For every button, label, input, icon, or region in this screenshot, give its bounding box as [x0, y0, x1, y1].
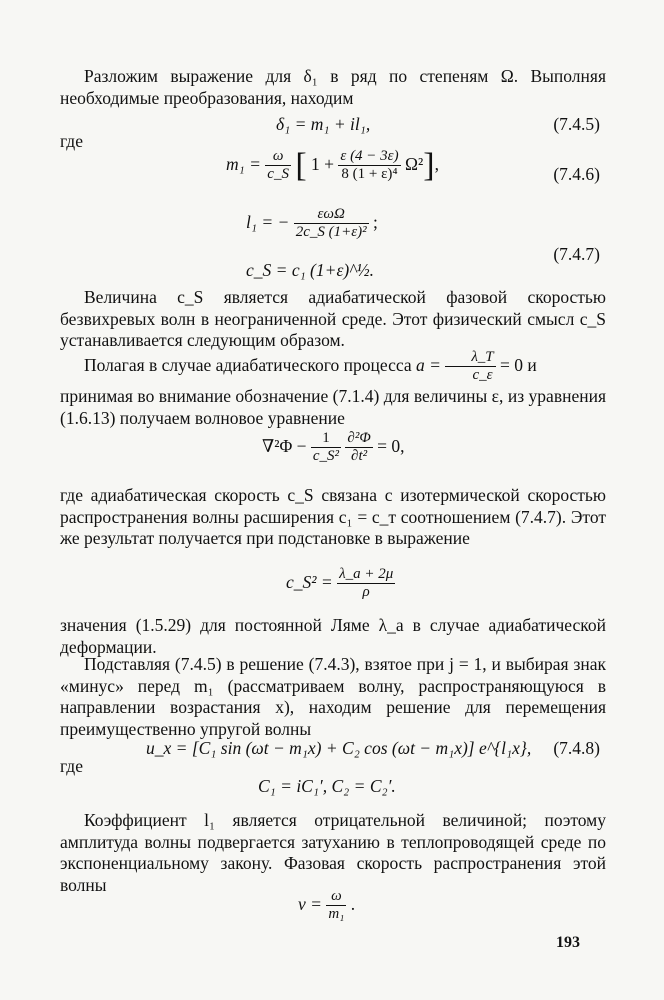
where-label-2: где — [60, 756, 83, 776]
wave-frac1-den: c_S² — [312, 448, 340, 465]
equation-number-7-4-7: (7.4.7) — [553, 244, 600, 264]
para3-fraction — [445, 349, 495, 385]
equation-7-4-7b: c_S = c₁ (1+ε)^½. — [246, 260, 375, 280]
v-den: m₁ — [328, 906, 345, 923]
para3-start: Полагая в случае адиабатического процесса — [84, 354, 412, 375]
wave-frac2-den: ∂t² — [351, 448, 368, 465]
eq-746-ratio-den: c_S — [267, 166, 289, 183]
wave-fraction-1 — [311, 430, 341, 466]
eq-746-one: 1 + — [311, 153, 335, 174]
eq-746-frac-den: 8 (1 + ε)⁴ — [341, 166, 398, 183]
para3-end: = 0 и — [500, 354, 537, 375]
paragraph-substitution: Подставляя (7.4.5) в решение (7.4.3), взятое при j = 1, и выбирая знак «минус» перед m₁ (рассматриваем волну, распространяющуюся в направлении возрастания x), находим решение для перемещения преимущественно упругой волны — [60, 654, 606, 739]
paragraph-lame: значения (1.5.29) для постоянной Ляме λ_a в случае адиабатической деформации. — [60, 615, 606, 657]
eq-746-fraction — [338, 148, 400, 184]
wave-frac2-num: ∂²Φ — [345, 430, 372, 448]
eq-747a-end: ; — [373, 211, 378, 232]
eq-746-ratio — [265, 148, 291, 184]
equation-number-7-4-8: (7.4.8) — [553, 738, 600, 758]
eq-746-tail: Ω² — [404, 153, 424, 174]
wave-equation — [262, 430, 405, 466]
equation-7-4-7a — [246, 206, 378, 242]
constants-equation: C₁ = iC₁′, C₂ = C₂′. — [258, 776, 396, 796]
paragraph-intro: Разложим выражение для δ₁ в ряд по степеням Ω. Выполняя необходимые преобразования, находим — [60, 66, 606, 108]
v-lhs: v = — [298, 893, 322, 914]
cs2-lhs: c_S² = — [286, 571, 333, 592]
para3-frac-num: λ_T — [445, 349, 495, 367]
v-fraction — [326, 888, 346, 924]
equation-7-4-5: δ₁ = m₁ + il₁, — [276, 114, 371, 134]
cs2-fraction — [337, 566, 395, 602]
equation-7-4-6: m₁ = $\frac{\omega}{c\_S}$ [ 1 + $\frac{\varepsilon (4 - 3\varepsilon)}{\text{8 (1 + ε)⁴}}$ Ω²], — [226, 146, 439, 184]
cs2-num: λ_a + 2μ — [337, 566, 395, 584]
paragraph-adiabatic — [60, 349, 606, 385]
v-end: . — [350, 893, 356, 914]
equation-number-7-4-6: (7.4.6) — [553, 164, 600, 184]
eq-746-lhs: m₁ = — [226, 153, 261, 174]
where-label: где — [60, 131, 83, 151]
eq-747a-fraction — [294, 206, 369, 242]
page-number: 193 — [556, 934, 580, 951]
paragraph-cs-meaning: Величина c_S является адиабатической фазовой скоростью безвихревых волн в неограниченной среде. Этот физический смысл c_S устанавливается следующим образом. — [60, 287, 606, 350]
paragraph-relation: где адиабатическая скорость c_S связана с изотермической скоростью распространения волны расширения c₁ = c_т соотношением (7.4.7). Этот же результат получается при подстановке в выражение — [60, 485, 606, 548]
eq-747a-frac-num: εωΩ — [294, 206, 369, 224]
v-num: ω — [326, 888, 346, 906]
eq-746-ratio-num: ω — [265, 148, 291, 166]
left-bracket: [ — [295, 146, 307, 184]
wave-frac1-num: 1 — [311, 430, 341, 448]
wave-lhs: ∇²Φ − — [262, 435, 307, 456]
wave-end: = 0, — [377, 435, 405, 456]
para3-frac-den: c_ε — [472, 367, 493, 384]
paragraph-attenuation: Коэффициент l₁ является отрицательной величиной; поэтому амплитуда волны подвергается затуханию в теплопроводящей среде по экспоненциальному закону. Фазовая скорость распространения этой волны — [60, 810, 606, 895]
equation-7-4-8: u_x = [C₁ sin (ωt − m₁x) + C₂ cos (ωt − m₁x)] e^{l₁x}, — [146, 738, 532, 758]
equation-number-7-4-5: (7.4.5) — [553, 114, 600, 134]
eq-747a-lhs: l₁ = − — [246, 211, 290, 232]
wave-fraction-2 — [345, 430, 372, 466]
right-bracket: ] — [423, 146, 435, 184]
cs2-equation — [286, 566, 395, 602]
eq-746-frac-num: ε (4 − 3ε) — [338, 148, 400, 166]
cs2-den: ρ — [362, 584, 370, 601]
paragraph-wave-intro: принимая во внимание обозначение (7.1.4) для величины ε, из уравнения (1.6.13) получаем волновое уравнение — [60, 386, 606, 428]
phase-velocity-equation — [298, 888, 355, 924]
eq-747a-frac-den: 2c_S (1+ε)² — [295, 224, 367, 241]
para3-a: a = — [416, 354, 441, 375]
